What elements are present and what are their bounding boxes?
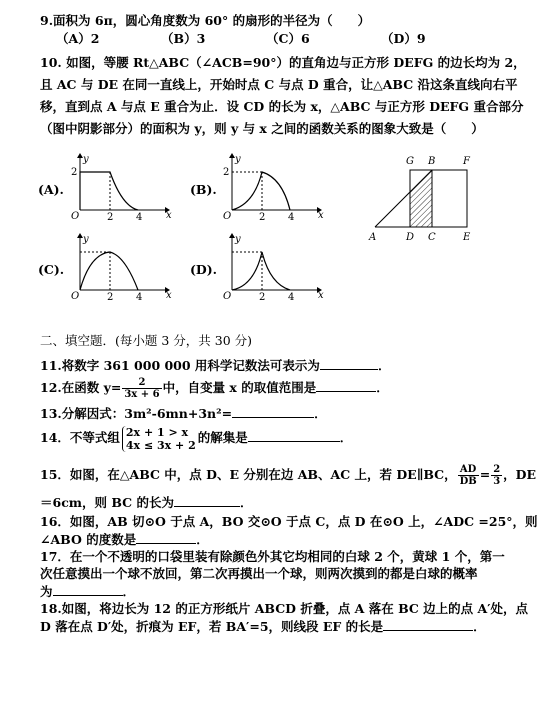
answer-blank-17[interactable] [53, 583, 123, 596]
svg-text:x: x [318, 210, 324, 221]
question-16-line-1: 16．如图，AB 切⊙O 于点 A，BO 交⊙O 于点 C，点 D 在⊙O 上，∠ADC =25°，则 [40, 514, 538, 529]
svg-text:2: 2 [107, 212, 114, 223]
svg-text:B: B [428, 156, 436, 167]
question-15-line-2: ＝6cm，则 BC 的长为 ． [40, 495, 253, 510]
question-17-line-3: 为 ． [40, 584, 136, 599]
svg-text:y: y [83, 154, 89, 165]
question-9-option-a: （A）2 [56, 31, 100, 46]
question-15-line-1: 15．如图，在△ABC 中，点 D、E 分别在边 AB、AC 上，若 DE∥BC， $\frac{AD}{DB}$ = $\frac{2}{3}$ ，DE [40, 464, 537, 487]
question-9-option-b: （B）3 [161, 31, 206, 46]
question-11: 11.将数字 361 000 000 用科学记数法可表示为 ． [40, 358, 391, 373]
svg-text:E: E [463, 232, 471, 243]
svg-text:O: O [223, 291, 232, 302]
answer-blank-18[interactable] [383, 618, 473, 631]
svg-text:A: A [369, 232, 377, 243]
question-16-line-2: ∠ABO 的度数是 ． [40, 532, 209, 547]
answer-blank-13[interactable] [232, 405, 314, 418]
svg-text:O: O [223, 211, 232, 222]
svg-text:G: G [406, 156, 414, 167]
svg-text:y: y [235, 154, 241, 165]
answer-blank-16[interactable] [136, 531, 196, 544]
svg-text:x: x [166, 210, 172, 221]
svg-text:y: y [235, 234, 241, 245]
question-17-line-2: 次任意摸出一个球不放回，第二次再摸出一个球，则两次摸到的都是白球的概率 [40, 566, 478, 581]
svg-text:O: O [71, 291, 80, 302]
svg-text:2: 2 [223, 167, 230, 178]
answer-blank-15[interactable] [174, 494, 240, 507]
question-9-text: 9.面积为 6π，圆心角度数为 60° 的扇形的半径为（ ） [40, 13, 371, 28]
triangle-square-figure [362, 150, 512, 242]
svg-text:2: 2 [71, 167, 78, 178]
option-b-label: (B). [190, 182, 217, 197]
question-12: 12.在函数 y= $\frac{2}{3x + 6}$ 中，自变量 x 的取值范围是 ． [40, 377, 389, 400]
svg-text:C: C [428, 232, 436, 243]
graph-a [70, 150, 172, 223]
option-c-label: (C). [38, 262, 65, 277]
question-9-option-c: （C）6 [266, 31, 310, 46]
graph-d [222, 230, 324, 303]
question-14: 14．不等式组 2x + 1 > x 4x ≤ 3x + 2 的解集是 ． [40, 425, 353, 452]
svg-text:O: O [71, 211, 80, 222]
question-10-line-3: 移，直到点 A 与点 E 重合为止．设 CD 的长为 x，△ABC 与正方形 DEFG 重合部分 [40, 99, 524, 114]
question-13: 13.分解因式：3m²-6mn+3n²= ． [40, 406, 327, 421]
svg-text:2: 2 [259, 212, 266, 223]
svg-text:4: 4 [136, 212, 143, 223]
question-17-line-1: 17．在一个不透明的口袋里装有除颜色外其它均相同的白球 2 个，黄球 1 个，第一 [40, 549, 505, 564]
question-18-line-2: D 落在点 D′处，折痕为 EF，若 BA′=5，则线段 EF 的长是 ． [40, 619, 486, 634]
svg-text:4: 4 [288, 212, 295, 223]
option-a-label: (A). [38, 182, 64, 197]
option-d-label: (D). [190, 262, 218, 277]
answer-blank-11[interactable] [320, 357, 378, 370]
svg-text:4: 4 [288, 292, 295, 303]
svg-text:x: x [166, 290, 172, 301]
answer-blank-12[interactable] [316, 379, 376, 392]
question-10-line-4: （图中阴影部分）的面积为 y，则 y 与 x 之间的函数关系的图象大致是（ ） [40, 121, 484, 136]
section-2-heading: 二、填空题．(每小题 3 分，共 30 分) [40, 333, 253, 348]
function-fraction: $\frac{2}{3x + 6}$ [124, 377, 160, 400]
question-10-line-1: 10. 如图，等腰 Rt△ABC（∠ACB=90°）的直角边与正方形 DEFG 的边长均为 2， [40, 55, 526, 70]
svg-text:x: x [318, 290, 324, 301]
question-9-option-d: （D）9 [381, 31, 426, 46]
svg-text:y: y [83, 234, 89, 245]
answer-blank-14[interactable] [248, 429, 340, 442]
svg-text:F: F [463, 156, 470, 167]
inequality-system: 2x + 1 > x 4x ≤ 3x + 2 [122, 426, 196, 452]
question-18-line-1: 18.如图，将边长为 12 的正方形纸片 ABCD 折叠，点 A 落在 BC 边上的点 A′处，点 [40, 601, 529, 616]
question-10-line-2: 且 AC 与 DE 在同一直线上，开始时点 C 与点 D 重合，让△ABC 沿这条直线向右平 [40, 77, 518, 92]
svg-text:2: 2 [259, 292, 266, 303]
graph-b [222, 150, 324, 223]
svg-text:4: 4 [136, 292, 143, 303]
svg-text:2: 2 [107, 292, 114, 303]
graph-c [70, 230, 172, 303]
svg-text:D: D [406, 232, 415, 243]
